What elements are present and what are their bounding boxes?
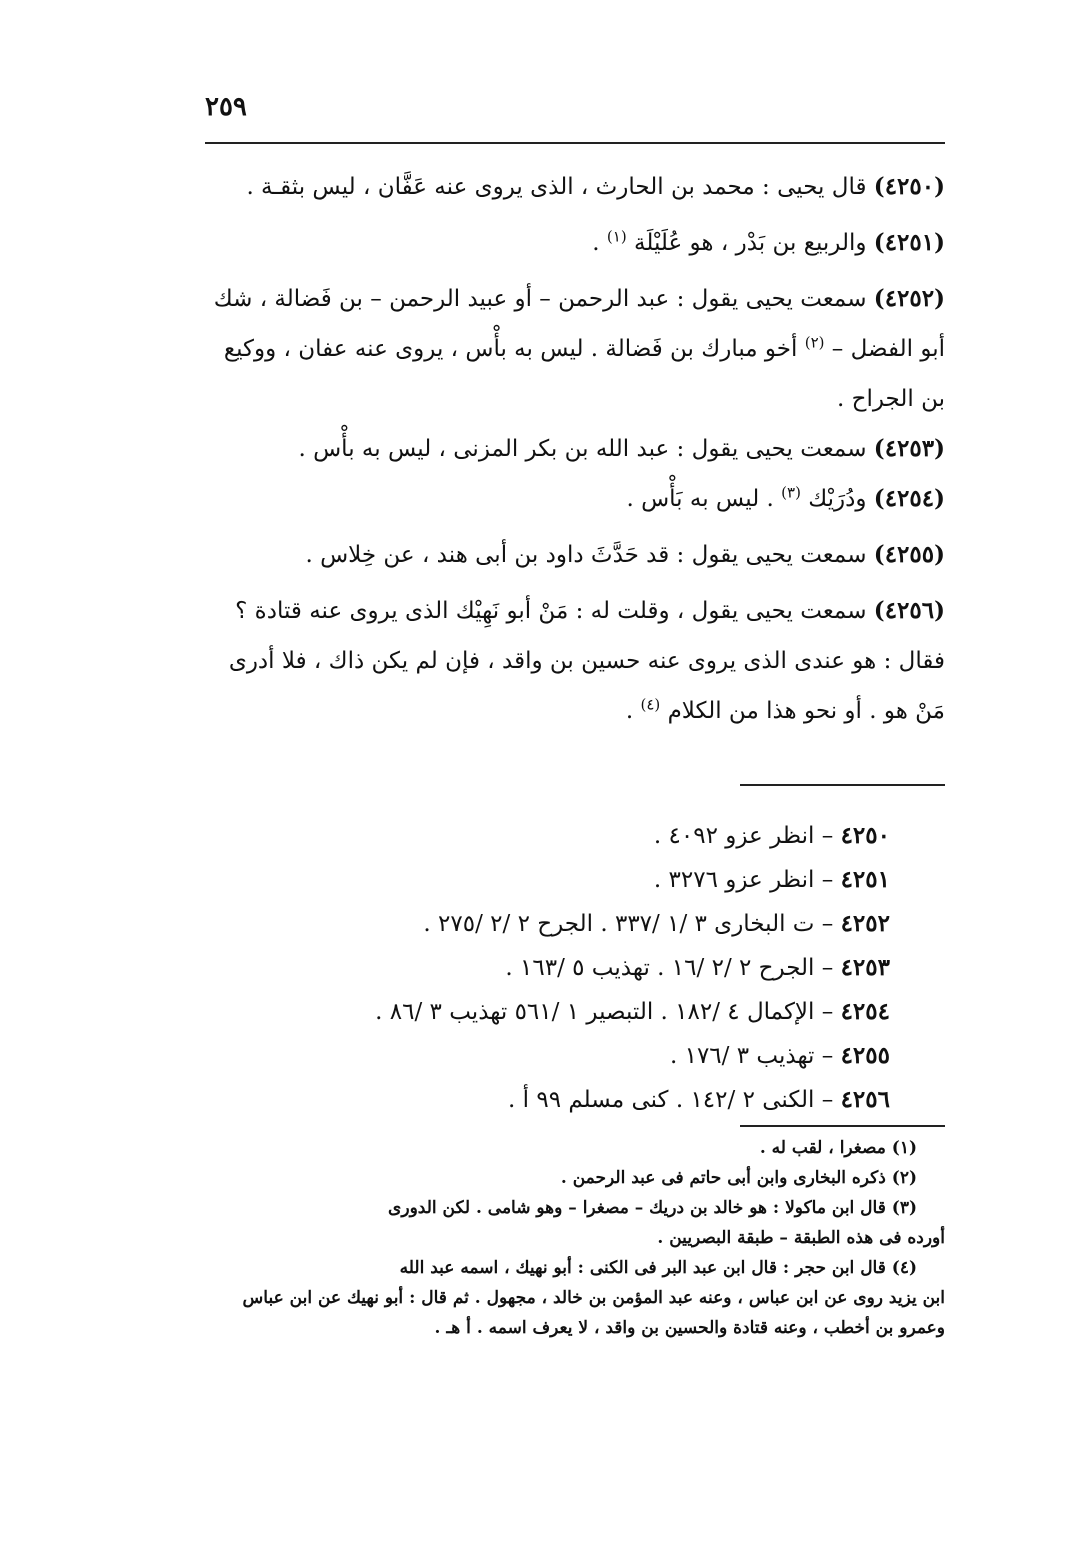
section-rule — [740, 784, 945, 786]
reference-dash: – — [821, 999, 834, 1025]
footnote-marker[interactable]: (٤) — [640, 695, 661, 714]
reference-item — [375, 902, 890, 946]
reference-item — [375, 1034, 890, 1078]
reference-dash: – — [821, 867, 834, 893]
reference-text: الإكمال ٤ /١٨٢ . التبصير ١ /٥٦١ تهذيب ٣ /٨٦ . — [375, 999, 815, 1025]
reference-text: ت البخارى ٣ /١ /٣٣٧ . الجرح ٢ /٢ /٢٧٥ . — [423, 911, 815, 937]
footnote-2: (٢) ذكره البخارى وابن أبى حاتم فى عبد الرحمن . — [560, 1168, 917, 1188]
entry-text: سمعت يحيى يقول : عبد الرحمن – أو عبيد الرحمن – بن فَضالة ، شك أبو الفضل – — [213, 286, 945, 362]
page-number: ٢٥٩ — [205, 92, 247, 122]
entry-text: سمعت يحيى يقول : عبد الله بن بكر المزنى ، ليس به بأْس . — [298, 436, 867, 462]
reference-dash: – — [821, 1043, 834, 1069]
entry-4256 — [205, 586, 945, 736]
entry-tail: . — [625, 698, 634, 724]
entry-text: سمعت يحيى يقول ، وقلت له : مَنْ أبو نَهِيْك الذى يروى عنه قتادة ؟ فقال : هو عندى الذى يروى عنه حسين بن واقد ، فإن لم يكن ذاك ، فلا أدرى مَنْ هو . أو نحو هذا من الكلام — [228, 598, 945, 724]
reference-number: ٤٢٥٠ — [840, 822, 890, 849]
reference-dash: – — [821, 823, 834, 849]
reference-number: ٤٢٥١ — [840, 866, 890, 893]
entry-number: (٤٢٥٤) — [873, 485, 945, 512]
footnote-3-continued: أورده فى هذه الطبقة – طبقة البصريين . — [657, 1228, 945, 1248]
entry-4252 — [205, 274, 945, 424]
footnote-marker[interactable]: (٣) — [781, 483, 801, 502]
entry-number: (٤٢٥٦) — [873, 597, 945, 624]
entry-4251 — [205, 218, 945, 268]
entry-number: (٤٢٥٠) — [873, 173, 945, 200]
reference-number: ٤٢٥٢ — [840, 910, 890, 937]
footnote-4-continued: ابن يزيد روى عن ابن عباس ، وعنه عبد المؤمن بن خالد ، مجهول . ثم قال : أبو نهيك عن ابن عباس وعمرو بن أخطب ، وعنه قتادة والحسين بن واقد ، لا يعرف اسمه . أ هـ . — [242, 1288, 945, 1338]
entry-number: (٤٢٥٥) — [873, 541, 945, 568]
reference-dash: – — [821, 1087, 834, 1113]
entry-text: سمعت يحيى يقول : قد حَدَّثَ داود بن أبى هند ، عن خِلاس . — [305, 542, 867, 568]
reference-number: ٤٢٥٥ — [840, 1042, 890, 1069]
reference-text: انظر عزو ٣٢٧٦ . — [653, 867, 815, 893]
footnote-1: (١) مصغرا ، لقب له . — [759, 1138, 917, 1158]
reference-text: تهذيب ٣ /١٧٦ . — [669, 1043, 815, 1069]
reference-text: انظر عزو ٤٠٩٢ . — [653, 823, 815, 849]
entry-text: قال يحيى : محمد بن الحارث ، الذى يروى عنه عَفَّان ، ليس بثقـة . — [246, 174, 867, 200]
reference-number: ٤٢٥٦ — [840, 1086, 890, 1113]
entry-number: (٤٢٥٣) — [873, 435, 945, 462]
reference-dash: – — [821, 955, 834, 981]
entry-number: (٤٢٥١) — [873, 229, 945, 256]
footnote-4: (٤) قال ابن حجر : قال ابن عبد البر فى الكنى : أبو نهيك ، اسمه عبد الله — [399, 1258, 917, 1278]
entry-4254 — [205, 474, 945, 524]
entry-4250 — [205, 162, 945, 212]
reference-item — [375, 946, 890, 990]
reference-item — [375, 814, 890, 858]
entry-4253 — [205, 424, 945, 474]
footnote-marker[interactable]: (٢) — [804, 333, 825, 352]
reference-text: الكنى ٢ /١٤٢ . كنى مسلم ٩٩ أ . — [508, 1087, 815, 1113]
reference-number: ٤٢٥٤ — [840, 998, 890, 1025]
entry-text: ودُرَيْك — [808, 486, 867, 512]
entry-tail: . — [592, 230, 600, 256]
entry-text: والربيع بن بَدْر ، هو عُلَيْلَة — [634, 230, 867, 256]
footnote-marker[interactable]: (١) — [606, 227, 627, 246]
footnotes — [205, 1133, 945, 1343]
reference-item — [375, 858, 890, 902]
reference-item — [375, 1078, 890, 1122]
footnote-3: (٣) قال ابن ماكولا : هو خالد بن دريك – مصغرا – وهو شامى . لكن الدورى — [388, 1198, 917, 1218]
entry-number: (٤٢٥٢) — [873, 285, 945, 312]
references-list — [375, 814, 890, 1122]
reference-item — [375, 990, 890, 1034]
header-rule — [205, 142, 945, 144]
reference-text: الجرح ٢ /٢ /١٦ . تهذيب ٥ /١٦٣ . — [505, 955, 815, 981]
entry-tail: . ليس به بَأْس . — [626, 486, 774, 512]
footnotes-rule — [740, 1125, 945, 1127]
main-text — [205, 162, 945, 736]
reference-number: ٤٢٥٣ — [840, 954, 890, 981]
entry-tail: أخو مبارك بن فَضالة . ليس به بأْس ، يروى عنه عفان ، ووكيع بن الجراح . — [223, 336, 945, 412]
entry-4255 — [205, 530, 945, 580]
reference-dash: – — [821, 911, 834, 937]
